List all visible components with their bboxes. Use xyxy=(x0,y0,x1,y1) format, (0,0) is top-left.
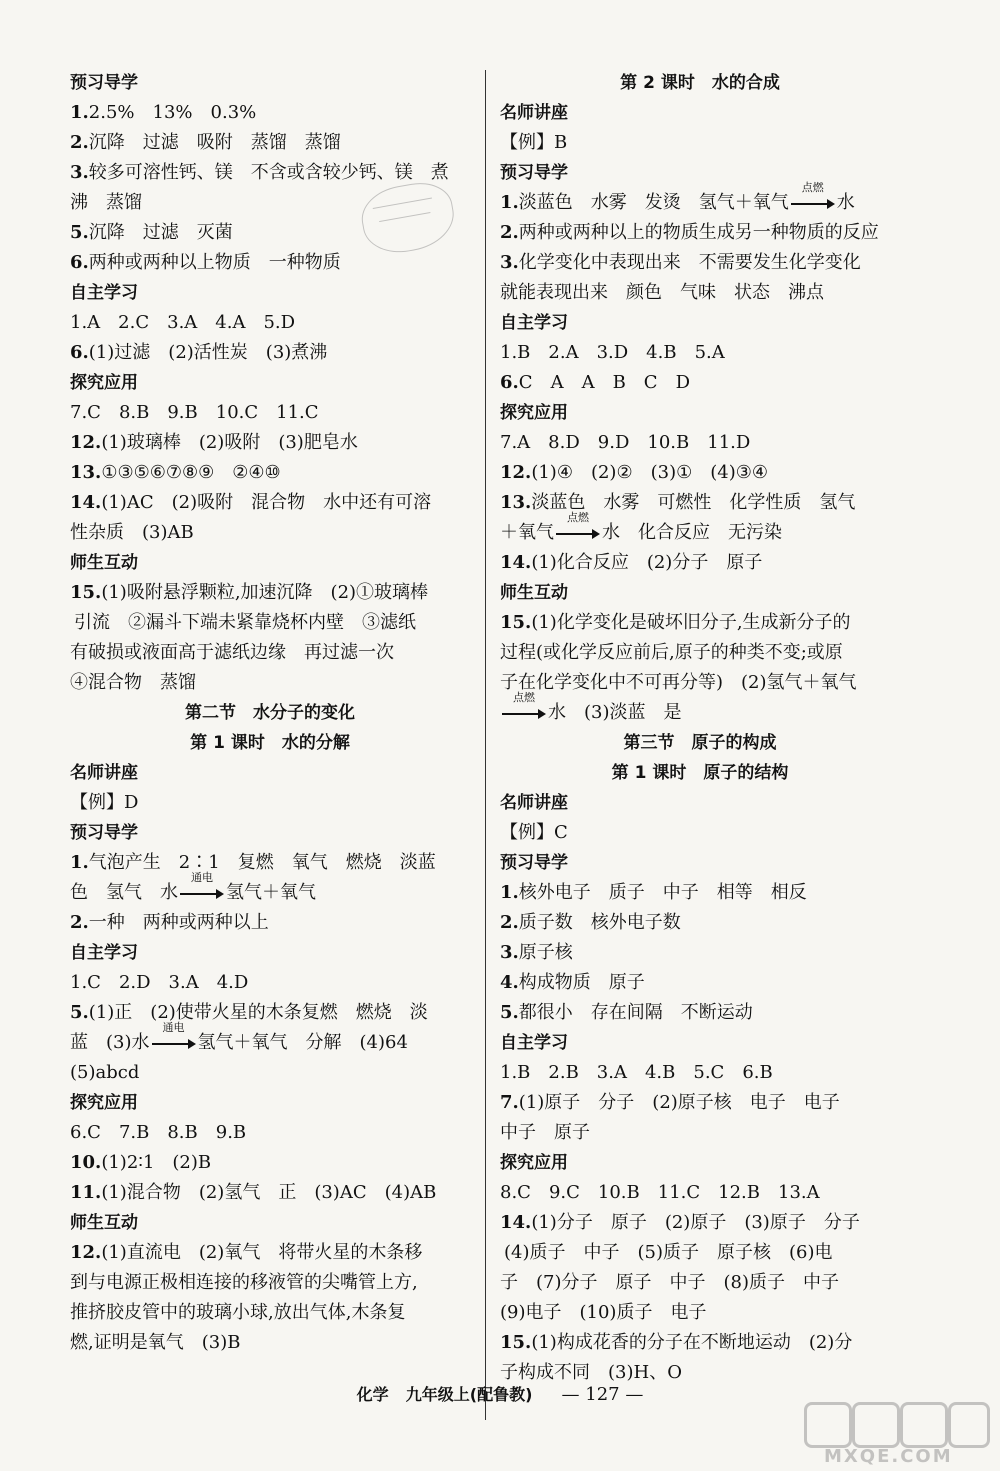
answer-text: 两种或两种以上物质 一种物质 xyxy=(88,252,341,273)
answer-text: 核外电子 质子 中子 相等 相反 xyxy=(518,882,807,903)
answer-text: 气泡产生 2∶1 复燃 氧气 燃烧 淡蓝 xyxy=(88,852,436,873)
answer-item xyxy=(70,578,470,608)
answer-text: 构成物质 原子 xyxy=(518,972,645,993)
footer-subject: 化学 xyxy=(356,1385,389,1404)
right-column xyxy=(500,68,900,1388)
answer-line: 就能表现出来 颜色 气味 状态 沸点 xyxy=(500,282,824,303)
answer-text: (1)吸附悬浮颗粒,加速沉降 (2)①玻璃棒 xyxy=(101,582,429,603)
answer-item xyxy=(500,368,900,398)
question-number: 5. xyxy=(70,222,89,243)
question-number: 4. xyxy=(500,972,519,993)
answer-item xyxy=(500,938,900,968)
answer-line: 引流 ②漏斗下端未紧靠烧杯内壁 ③滤纸 xyxy=(74,612,416,633)
equation-after: 氢气＋氧气 xyxy=(226,882,316,903)
equation-before: ＋氧气 xyxy=(500,522,554,543)
answer-line: (5)abcd xyxy=(70,1062,140,1083)
section-heading: 自主学习 xyxy=(70,943,138,963)
answer-line: 子 (7)分子 原子 中子 (8)质子 中子 xyxy=(500,1272,839,1293)
question-number: 2. xyxy=(500,912,519,933)
answer-line: 8.C 9.C 10.B 11.C 12.B 13.A xyxy=(500,1182,820,1203)
answer-text: 两种或两种以上的物质生成另一种物质的反应 xyxy=(518,222,879,243)
lesson-title: 第 1 课时 原子的结构 xyxy=(611,763,789,783)
answer-line: 1.C 2.D 3.A 4.D xyxy=(70,972,249,993)
answer-line: 到与电源正极相连接的移液管的尖嘴管上方, xyxy=(70,1272,418,1293)
answer-text: 质子数 核外电子数 xyxy=(518,912,681,933)
answer-line: 沸 蒸馏 xyxy=(70,192,142,213)
answer-item xyxy=(500,908,900,938)
answer-line: 燃,证明是氧气 (3)B xyxy=(70,1332,241,1353)
question-number: 1. xyxy=(70,852,89,873)
section-heading: 自主学习 xyxy=(500,313,568,333)
watermark-box-icon xyxy=(900,1402,948,1448)
answer-item xyxy=(70,248,470,278)
answer-item xyxy=(500,608,900,638)
answer-line: 1.B 2.B 3.A 4.B 5.C 6.B xyxy=(500,1062,773,1083)
section-heading: 预习导学 xyxy=(500,163,568,183)
reaction-condition: 点燃 xyxy=(513,691,535,704)
question-number: 15. xyxy=(500,612,532,633)
answer-line: 6.C 7.B 8.B 9.B xyxy=(70,1122,247,1143)
answer-item xyxy=(500,1328,900,1358)
answer-item xyxy=(500,218,900,248)
answer-item xyxy=(70,428,470,458)
question-number: 5. xyxy=(500,1002,519,1023)
answer-item xyxy=(500,248,900,278)
equation-after: 水 xyxy=(836,192,855,213)
section-heading: 师生互动 xyxy=(70,1213,138,1233)
answer-line: 性杂质 (3)AB xyxy=(70,522,194,543)
answer-item xyxy=(70,128,470,158)
answer-item xyxy=(70,998,470,1028)
section-heading: 预习导学 xyxy=(500,853,568,873)
answer-item xyxy=(70,458,470,488)
section-heading: 名师讲座 xyxy=(500,103,568,123)
answer-line: (4)质子 中子 (5)质子 原子核 (6)电 xyxy=(504,1242,833,1263)
section-heading: 师生互动 xyxy=(500,583,568,603)
answer-line: 【例】C xyxy=(500,822,568,843)
answer-text: 都很小 存在间隔 不断运动 xyxy=(518,1002,753,1023)
watermark-logo xyxy=(804,1402,994,1468)
question-number: 15. xyxy=(70,582,102,603)
question-number: 13. xyxy=(500,492,532,513)
answer-text: ①③⑤⑥⑦⑧⑨ ②④⑩ xyxy=(101,462,281,483)
question-number: 6. xyxy=(70,342,89,363)
answer-text: (1)化合反应 (2)分子 原子 xyxy=(531,552,763,573)
answer-line: 中子 原子 xyxy=(500,1122,590,1143)
answer-item xyxy=(70,338,470,368)
answer-text: (1)过滤 (2)活性炭 (3)煮沸 xyxy=(88,342,328,363)
question-number: 3. xyxy=(500,252,519,273)
lesson-title: 第 2 课时 水的合成 xyxy=(620,73,780,93)
answer-text: (1)构成花香的分子在不断地运动 (2)分 xyxy=(531,1332,853,1353)
answer-text: (1)化学变化是破坏旧分子,生成新分子的 xyxy=(531,612,851,633)
answer-text: (1)2∶1 (2)B xyxy=(101,1152,212,1173)
question-number: 3. xyxy=(500,942,519,963)
equation-after: 水 (3)淡蓝 是 xyxy=(548,702,682,723)
answer-item xyxy=(500,548,900,578)
answer-item xyxy=(70,848,470,878)
answer-item xyxy=(500,1208,900,1238)
question-number: 15. xyxy=(500,1332,532,1353)
answer-item xyxy=(500,878,900,908)
answer-item xyxy=(70,1238,470,1268)
watermark-box-icon xyxy=(948,1402,990,1448)
watermark-box-icon xyxy=(804,1402,852,1448)
answer-line: 1.A 2.C 3.A 4.A 5.D xyxy=(70,312,296,333)
watermark-text: MXQE.COM xyxy=(824,1446,953,1467)
column-divider xyxy=(485,70,486,1420)
answer-line: 有破损或液面高于滤纸边缘 再过滤一次 xyxy=(70,642,394,663)
watermark-box-icon xyxy=(852,1402,900,1448)
answer-line: 7.C 8.B 9.B 10.C 11.C xyxy=(70,402,319,423)
lesson-title: 第三节 原子的构成 xyxy=(623,733,777,753)
page-number: — 127 — xyxy=(561,1384,644,1405)
reaction-arrow-icon xyxy=(791,181,835,208)
answer-text: 较多可溶性钙、镁 不含或含较少钙、镁 煮 xyxy=(88,162,449,183)
reaction-condition: 点燃 xyxy=(801,181,824,194)
answer-text: 淡蓝色 水雾 可燃性 化学性质 氢气 xyxy=(531,492,856,513)
question-number: 12. xyxy=(70,432,102,453)
question-number: 7. xyxy=(500,1092,519,1113)
equation-before: 色 氢气 水 xyxy=(70,882,178,903)
section-heading: 名师讲座 xyxy=(70,763,138,783)
answer-item xyxy=(500,458,900,488)
answer-line: 过程(或化学反应前后,原子的种类不变;或原 xyxy=(500,642,843,663)
question-number: 2. xyxy=(500,222,519,243)
question-number: 1. xyxy=(500,192,519,213)
equation-line xyxy=(70,871,470,908)
answer-item xyxy=(70,908,470,938)
lesson-title: 第 1 课时 水的分解 xyxy=(190,733,350,753)
equation-line xyxy=(500,691,900,728)
question-number: 13. xyxy=(70,462,102,483)
equation-line xyxy=(500,181,900,218)
question-number: 6. xyxy=(500,372,519,393)
reaction-condition: 点燃 xyxy=(567,511,589,524)
equation-before: 淡蓝色 水雾 发烫 氢气＋氧气 xyxy=(518,192,789,213)
answer-text: (1)直流电 (2)氧气 将带火星的木条移 xyxy=(101,1242,423,1263)
question-number: 14. xyxy=(70,492,102,513)
answer-line: (9)电子 (10)质子 电子 xyxy=(500,1302,707,1323)
section-heading: 探究应用 xyxy=(70,1093,138,1113)
answer-item xyxy=(500,998,900,1028)
section-heading: 预习导学 xyxy=(70,823,138,843)
lesson-title: 第二节 水分子的变化 xyxy=(185,703,355,723)
equation-after: 水 化合反应 无污染 xyxy=(602,522,782,543)
answer-text: (1)分子 原子 (2)原子 (3)原子 分子 xyxy=(531,1212,860,1233)
answer-line: 【例】D xyxy=(70,792,139,813)
answer-text: (1)玻璃棒 (2)吸附 (3)肥皂水 xyxy=(101,432,358,453)
answer-text: (1)④ (2)② (3)① (4)③④ xyxy=(531,462,768,483)
answer-item xyxy=(500,1088,900,1118)
answer-line: 1.B 2.A 3.D 4.B 5.A xyxy=(500,342,725,363)
answer-line: 7.A 8.D 9.D 10.B 11.D xyxy=(500,432,751,453)
answer-text: 沉降 过滤 吸附 蒸馏 蒸馏 xyxy=(88,132,341,153)
reaction-arrow-icon xyxy=(556,511,600,538)
reaction-arrow-icon xyxy=(180,871,224,898)
answer-line: ④混合物 蒸馏 xyxy=(70,672,196,693)
reaction-condition: 通电 xyxy=(191,871,213,884)
section-heading: 师生互动 xyxy=(70,553,138,573)
answer-line: 推挤胶皮管中的玻璃小球,放出气体,木条复 xyxy=(70,1302,406,1323)
answer-text: 一种 两种或两种以上 xyxy=(88,912,269,933)
answer-item xyxy=(70,488,470,518)
question-number: 11. xyxy=(70,1182,102,1203)
question-number: 1. xyxy=(500,882,519,903)
answer-line: 子在化学变化中不可再分等) (2)氢气＋氧气 xyxy=(500,672,857,693)
answer-item xyxy=(70,1148,470,1178)
answer-item xyxy=(70,98,470,128)
answer-text: C A A B C D xyxy=(518,372,690,393)
section-heading: 探究应用 xyxy=(70,373,138,393)
answer-text: (1)原子 分子 (2)原子核 电子 电子 xyxy=(518,1092,840,1113)
question-number: 2. xyxy=(70,132,89,153)
question-number: 3. xyxy=(70,162,89,183)
left-column xyxy=(70,68,470,1358)
equation-before: 蓝 (3)水 xyxy=(70,1032,150,1053)
answer-line: 子构成不同 (3)H、O xyxy=(500,1362,682,1383)
question-number: 14. xyxy=(500,552,532,573)
answer-line: 【例】B xyxy=(500,132,568,153)
question-number: 10. xyxy=(70,1152,102,1173)
answer-text: (1)混合物 (2)氢气 正 (3)AC (4)AB xyxy=(101,1182,437,1203)
section-heading: 探究应用 xyxy=(500,1153,568,1173)
section-heading: 自主学习 xyxy=(500,1033,568,1053)
answer-item xyxy=(500,968,900,998)
footer-grade: 九年级上(配鲁教) xyxy=(405,1385,533,1404)
question-number: 2. xyxy=(70,912,89,933)
question-number: 5. xyxy=(70,1002,89,1023)
answer-item xyxy=(70,1178,470,1208)
answer-text: 化学变化中表现出来 不需要发生化学变化 xyxy=(518,252,861,273)
question-number: 14. xyxy=(500,1212,532,1233)
section-heading: 名师讲座 xyxy=(500,793,568,813)
section-heading: 自主学习 xyxy=(70,283,138,303)
question-number: 12. xyxy=(70,1242,102,1263)
answer-text: (1)正 (2)使带火星的木条复燃 燃烧 淡 xyxy=(88,1002,428,1023)
equation-line xyxy=(70,1021,470,1058)
reaction-condition: 通电 xyxy=(162,1021,185,1034)
equation-after: 氢气＋氧气 分解 (4)64 xyxy=(197,1032,408,1053)
question-number: 12. xyxy=(500,462,532,483)
answer-text: (1)AC (2)吸附 混合物 水中还有可溶 xyxy=(101,492,432,513)
answer-text: 沉降 过滤 灭菌 xyxy=(88,222,233,243)
section-heading: 探究应用 xyxy=(500,403,568,423)
reaction-arrow-icon xyxy=(152,1021,196,1048)
answer-text: 2.5% 13% 0.3% xyxy=(88,102,257,123)
answer-text: 原子核 xyxy=(518,942,573,963)
section-heading: 预习导学 xyxy=(70,73,138,93)
equation-line xyxy=(500,511,900,548)
reaction-arrow-icon xyxy=(502,691,546,718)
question-number: 1. xyxy=(70,102,89,123)
question-number: 6. xyxy=(70,252,89,273)
